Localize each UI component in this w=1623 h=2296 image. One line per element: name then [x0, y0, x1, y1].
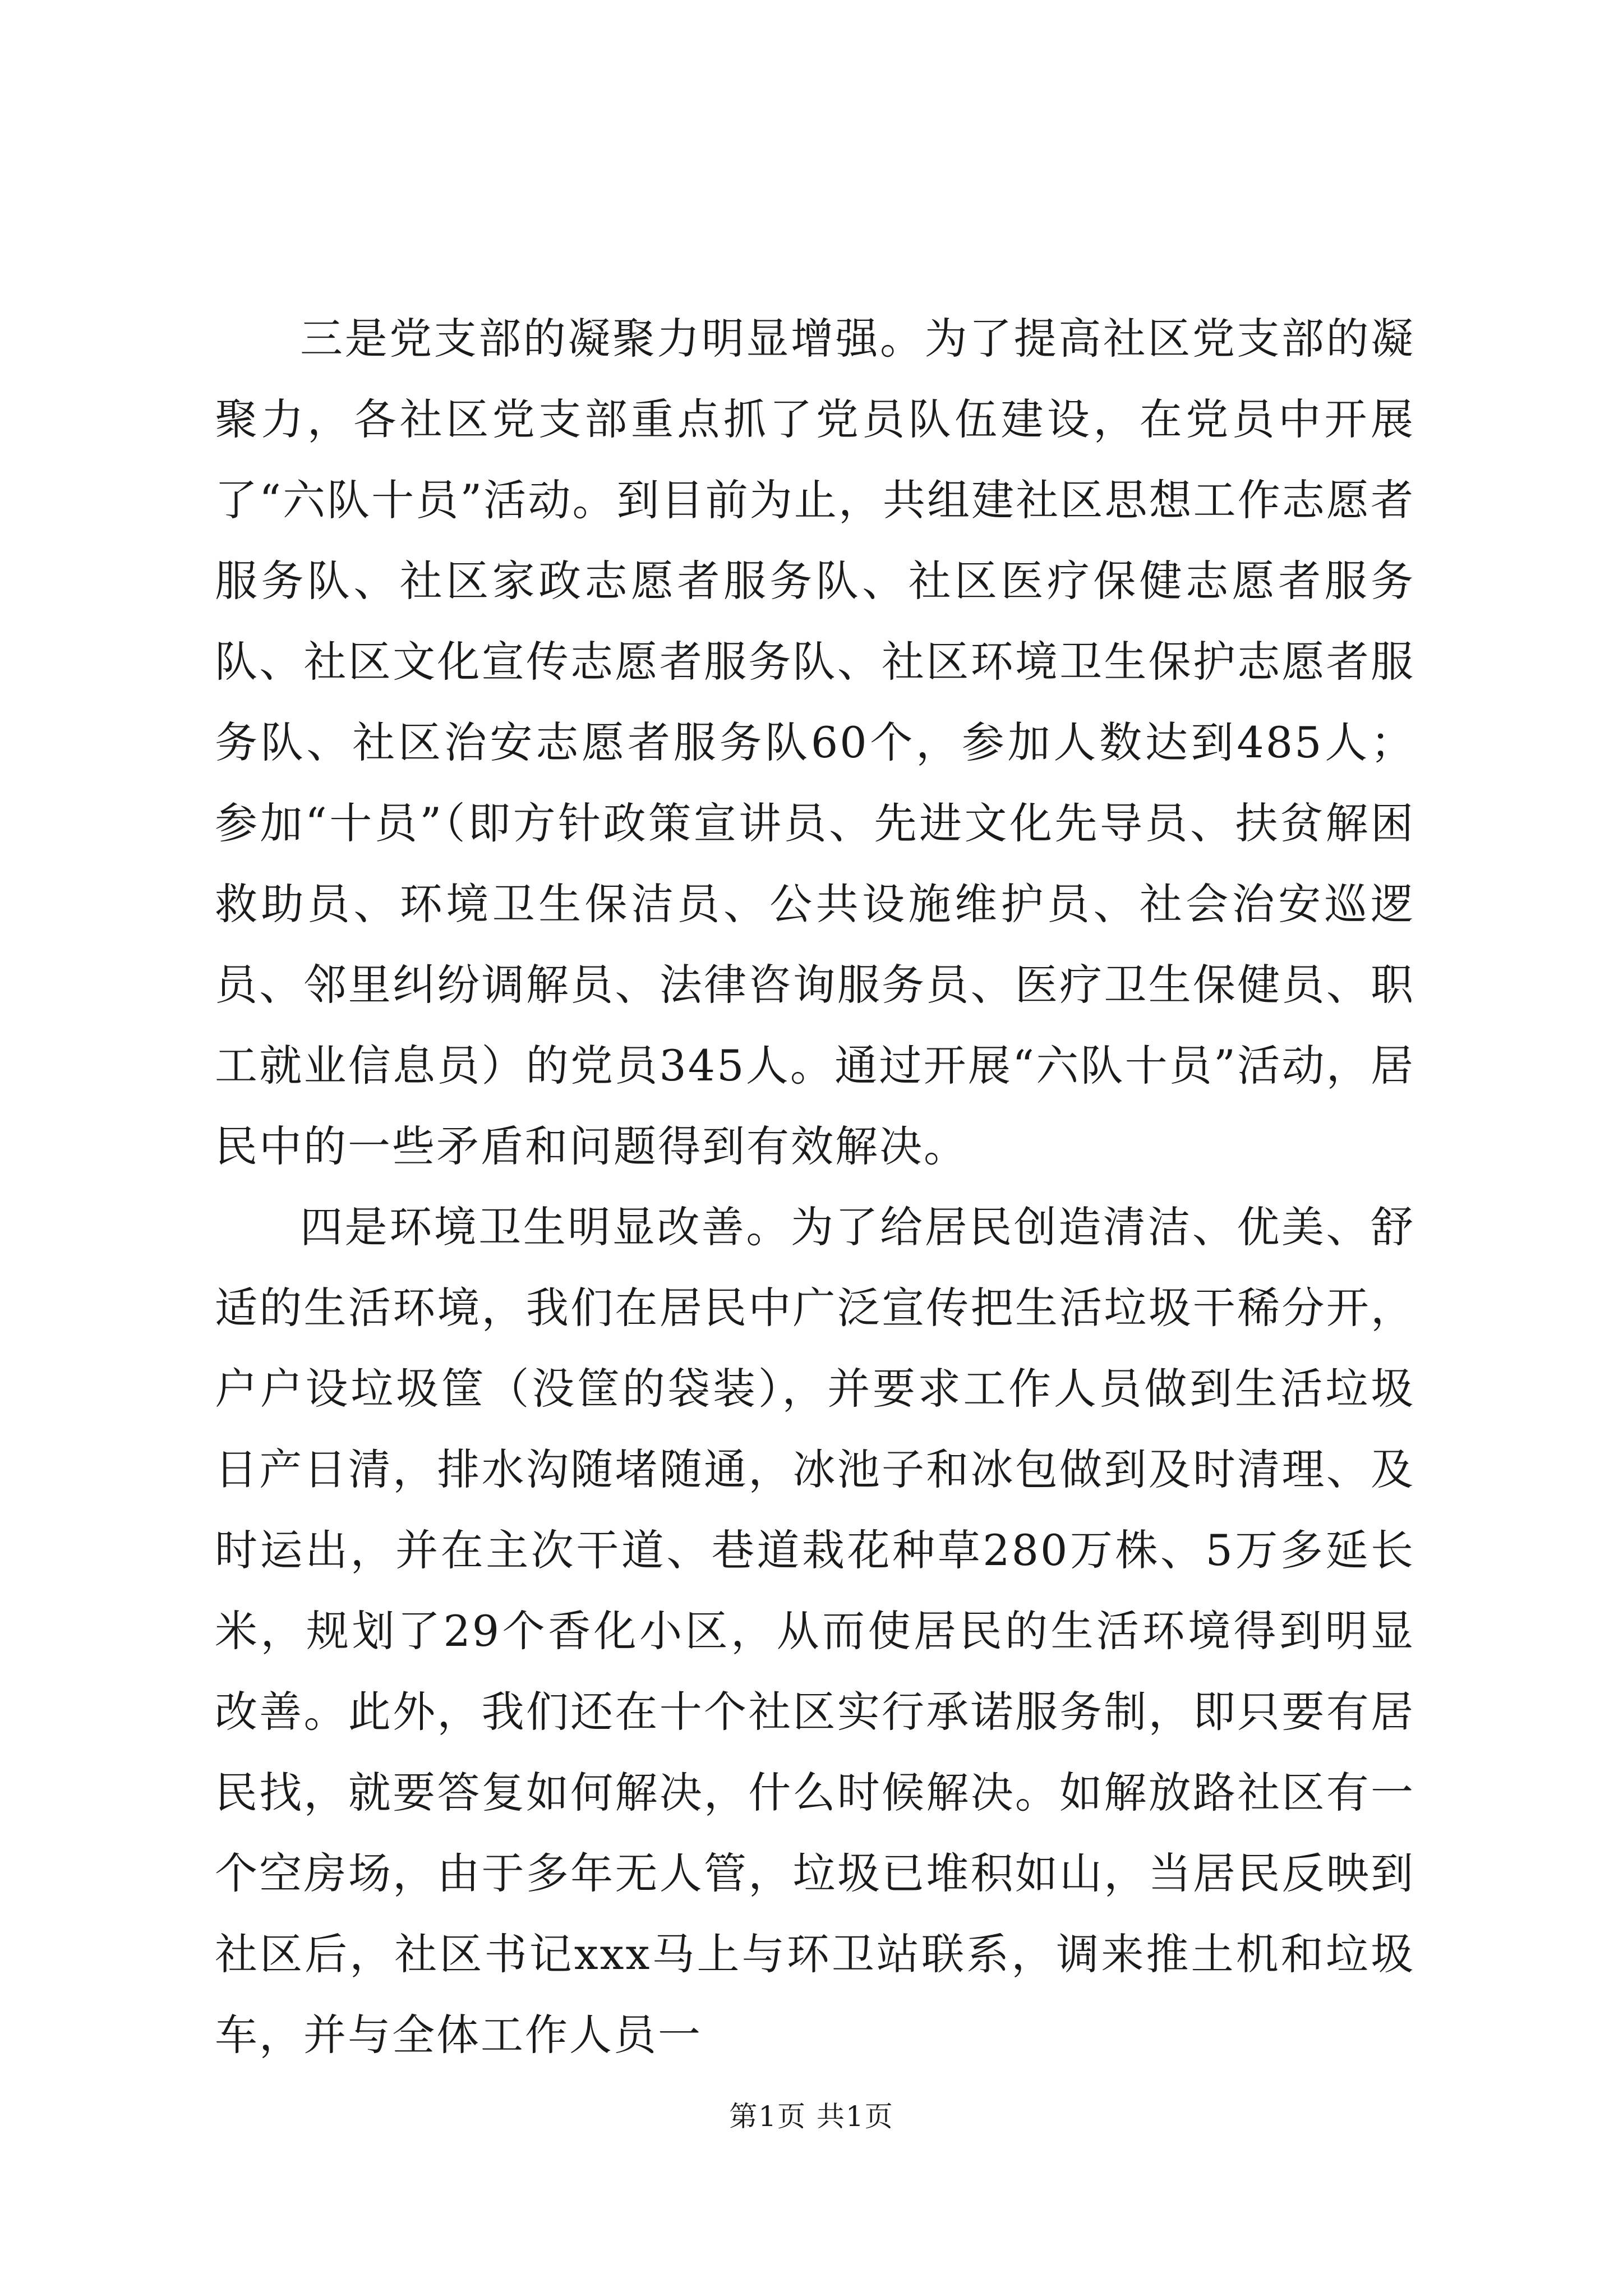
paragraph-environment: 四是环境卫生明显改善。为了给居民创造清洁、优美、舒适的生活环境，我们在居民中广泛宣传把生活垃圾干稀分开，户户设垃圾筐（没筐的袋装），并要求工作人员做到生活垃圾日产日清，排水沟随堵随通，冰池子和冰包做到及时清理、及时运出，并在主次干道、巷道栽花种草280万株、5万多延长米，规划了29个香化小区，从而使居民的生活环境得到明显改善。此外，我们还在十个社区实行承诺服务制，即只要有居民找，就要答复如何解决，什么时候解决。如解放路社区有一个空房场，由于多年无人管，垃圾已堆积如山，当居民反映到社区后，社区书记xxx马上与环卫站联系，调来推土机和垃圾车，并与全体工作人员一 [215, 1202, 1415, 2060]
paragraph-party-branch: 三是党支部的凝聚力明显增强。为了提高社区党支部的凝聚力，各社区党支部重点抓了党员队伍建设，在党员中开展了“六队十员”活动。到目前为止，共组建社区思想工作志愿者服务队、社区家政志愿者服务队、社区医疗保健志愿者服务队、社区文化宣传志愿者服务队、社区环境卫生保护志愿者服务队、社区治安志愿者服务队60个，参加人数达到485人；参加“十员”（即方针政策宣讲员、先进文化先导员、扶贫解困救助员、环境卫生保洁员、公共设施维护员、社会治安巡逻员、邻里纠纷调解员、法律咨询服务员、医疗卫生保健员、职工就业信息员）的党员345人。通过开展“六队十员”活动，居民中的一些矛盾和问题得到有效解决。 [215, 314, 1415, 1171]
document-body [215, 298, 1415, 2076]
page-footer: 第1页 共1页 [729, 2100, 894, 2133]
